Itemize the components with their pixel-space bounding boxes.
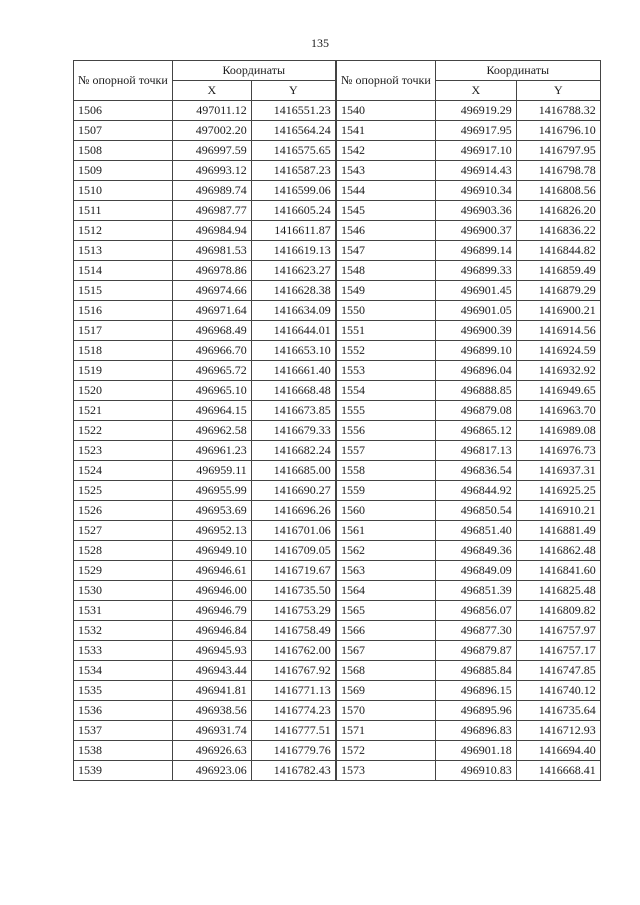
table-row	[337, 141, 601, 161]
y-coordinate-cell: 1416694.40	[516, 741, 600, 761]
table-row	[337, 121, 601, 141]
x-coordinate-cell: 496850.54	[435, 501, 516, 521]
point-number-cell: 1507	[74, 121, 173, 141]
x-coordinate-cell: 496989.74	[172, 181, 251, 201]
y-coordinate-cell: 1416976.73	[516, 441, 600, 461]
point-number-cell: 1546	[337, 221, 436, 241]
table-row	[74, 441, 336, 461]
table-row	[74, 301, 336, 321]
x-coordinate-cell: 496877.30	[435, 621, 516, 641]
point-number-cell: 1560	[337, 501, 436, 521]
table-row	[337, 401, 601, 421]
table-row	[337, 201, 601, 221]
y-coordinate-cell: 1416685.00	[251, 461, 335, 481]
y-coordinate-cell: 1416587.23	[251, 161, 335, 181]
point-number-cell: 1535	[74, 681, 173, 701]
x-coordinate-cell: 496917.95	[435, 121, 516, 141]
x-coordinate-cell: 496879.87	[435, 641, 516, 661]
table-row	[337, 561, 601, 581]
table-row	[74, 221, 336, 241]
table-row	[74, 541, 336, 561]
x-coordinate-cell: 496955.99	[172, 481, 251, 501]
table-row	[74, 581, 336, 601]
y-coordinate-cell: 1416668.48	[251, 381, 335, 401]
table-row	[337, 681, 601, 701]
y-coordinate-cell: 1416879.29	[516, 281, 600, 301]
x-coordinate-cell: 496919.29	[435, 101, 516, 121]
x-coordinate-cell: 496997.59	[172, 141, 251, 161]
x-coordinate-cell: 496849.36	[435, 541, 516, 561]
table-row	[74, 261, 336, 281]
table-row	[337, 621, 601, 641]
y-coordinate-cell: 1416623.27	[251, 261, 335, 281]
point-number-cell: 1531	[74, 601, 173, 621]
x-coordinate-cell: 496900.39	[435, 321, 516, 341]
table-row	[74, 281, 336, 301]
point-number-cell: 1570	[337, 701, 436, 721]
x-coordinate-cell: 496896.04	[435, 361, 516, 381]
point-number-cell: 1541	[337, 121, 436, 141]
point-number-cell: 1556	[337, 421, 436, 441]
point-number-cell: 1533	[74, 641, 173, 661]
point-number-cell: 1550	[337, 301, 436, 321]
table-row	[74, 621, 336, 641]
x-coordinate-cell: 496931.74	[172, 721, 251, 741]
table-row	[337, 661, 601, 681]
y-coordinate-cell: 1416932.92	[516, 361, 600, 381]
table-row	[74, 241, 336, 261]
y-coordinate-cell: 1416924.59	[516, 341, 600, 361]
x-coordinate-cell: 496849.09	[435, 561, 516, 581]
x-coordinate-cell: 496899.33	[435, 261, 516, 281]
y-coordinate-cell: 1416771.13	[251, 681, 335, 701]
y-coordinate-cell: 1416914.56	[516, 321, 600, 341]
table-row	[74, 681, 336, 701]
y-coordinate-cell: 1416757.97	[516, 621, 600, 641]
x-coordinate-cell: 496959.11	[172, 461, 251, 481]
y-coordinate-cell: 1416797.95	[516, 141, 600, 161]
point-number-cell: 1511	[74, 201, 173, 221]
point-number-cell: 1540	[337, 101, 436, 121]
y-coordinate-cell: 1416712.93	[516, 721, 600, 741]
table-row	[337, 361, 601, 381]
x-coordinate-cell: 496856.07	[435, 601, 516, 621]
table-row	[74, 121, 336, 141]
x-coordinate-cell: 496946.84	[172, 621, 251, 641]
point-number-cell: 1562	[337, 541, 436, 561]
table-row	[337, 161, 601, 181]
table-row	[74, 141, 336, 161]
x-coordinate-cell: 496851.40	[435, 521, 516, 541]
y-coordinate-cell: 1416809.82	[516, 601, 600, 621]
y-coordinate-cell: 1416696.26	[251, 501, 335, 521]
table-row	[74, 641, 336, 661]
x-coordinate-cell: 497002.20	[172, 121, 251, 141]
x-coordinate-cell: 496836.54	[435, 461, 516, 481]
point-number-cell: 1522	[74, 421, 173, 441]
point-number-cell: 1518	[74, 341, 173, 361]
point-number-cell: 1526	[74, 501, 173, 521]
point-number-cell: 1521	[74, 401, 173, 421]
x-coordinate-cell: 496952.13	[172, 521, 251, 541]
y-coordinate-cell: 1416735.64	[516, 701, 600, 721]
table-row	[74, 201, 336, 221]
table-row	[74, 361, 336, 381]
point-number-cell: 1528	[74, 541, 173, 561]
point-number-cell: 1547	[337, 241, 436, 261]
table-row	[74, 461, 336, 481]
y-coordinate-cell: 1416644.01	[251, 321, 335, 341]
point-number-cell: 1506	[74, 101, 173, 121]
point-number-cell: 1534	[74, 661, 173, 681]
point-number-cell: 1553	[337, 361, 436, 381]
x-coordinate-cell: 496903.36	[435, 201, 516, 221]
point-number-cell: 1523	[74, 441, 173, 461]
point-number-cell: 1513	[74, 241, 173, 261]
y-coordinate-cell: 1416690.27	[251, 481, 335, 501]
header-coordinates: Координаты	[172, 61, 335, 81]
x-coordinate-cell: 496917.10	[435, 141, 516, 161]
y-coordinate-cell: 1416679.33	[251, 421, 335, 441]
x-coordinate-cell: 496946.00	[172, 581, 251, 601]
point-number-cell: 1567	[337, 641, 436, 661]
x-coordinate-cell: 496900.37	[435, 221, 516, 241]
point-number-cell: 1572	[337, 741, 436, 761]
point-number-cell: 1508	[74, 141, 173, 161]
x-coordinate-cell: 496879.08	[435, 401, 516, 421]
x-coordinate-cell: 496910.34	[435, 181, 516, 201]
y-coordinate-cell: 1416774.23	[251, 701, 335, 721]
x-coordinate-cell: 496910.83	[435, 761, 516, 781]
point-number-cell: 1527	[74, 521, 173, 541]
table-row	[74, 421, 336, 441]
x-coordinate-cell: 496993.12	[172, 161, 251, 181]
y-coordinate-cell: 1416735.50	[251, 581, 335, 601]
table-row	[337, 101, 601, 121]
y-coordinate-cell: 1416611.87	[251, 221, 335, 241]
point-number-cell: 1525	[74, 481, 173, 501]
y-coordinate-cell: 1416937.31	[516, 461, 600, 481]
point-number-cell: 1561	[337, 521, 436, 541]
y-coordinate-cell: 1416859.49	[516, 261, 600, 281]
table-row	[74, 721, 336, 741]
y-coordinate-cell: 1416798.78	[516, 161, 600, 181]
table-row	[337, 461, 601, 481]
table-row	[337, 421, 601, 441]
x-coordinate-cell: 496984.94	[172, 221, 251, 241]
x-coordinate-cell: 496961.23	[172, 441, 251, 461]
x-coordinate-cell: 496926.63	[172, 741, 251, 761]
x-coordinate-cell: 496901.45	[435, 281, 516, 301]
y-coordinate-cell: 1416719.67	[251, 561, 335, 581]
x-coordinate-cell: 496895.96	[435, 701, 516, 721]
table-row	[337, 541, 601, 561]
x-coordinate-cell: 496943.44	[172, 661, 251, 681]
y-coordinate-cell: 1416862.48	[516, 541, 600, 561]
table-row	[337, 501, 601, 521]
table-row	[337, 281, 601, 301]
y-coordinate-cell: 1416605.24	[251, 201, 335, 221]
y-coordinate-cell: 1416673.85	[251, 401, 335, 421]
y-coordinate-cell: 1416782.43	[251, 761, 335, 781]
y-coordinate-cell: 1416564.24	[251, 121, 335, 141]
point-number-cell: 1548	[337, 261, 436, 281]
point-number-cell: 1549	[337, 281, 436, 301]
x-coordinate-cell: 496968.49	[172, 321, 251, 341]
point-number-cell: 1509	[74, 161, 173, 181]
point-number-cell: 1571	[337, 721, 436, 741]
table-row	[74, 741, 336, 761]
table-row	[74, 701, 336, 721]
y-coordinate-cell: 1416949.65	[516, 381, 600, 401]
point-number-cell: 1557	[337, 441, 436, 461]
x-coordinate-cell: 496964.15	[172, 401, 251, 421]
table-row	[337, 741, 601, 761]
x-coordinate-cell: 496974.66	[172, 281, 251, 301]
table-row	[337, 441, 601, 461]
point-number-cell: 1514	[74, 261, 173, 281]
table-row	[337, 301, 601, 321]
y-coordinate-cell: 1416599.06	[251, 181, 335, 201]
x-coordinate-cell: 496896.15	[435, 681, 516, 701]
table-row	[337, 601, 601, 621]
y-coordinate-cell: 1416709.05	[251, 541, 335, 561]
y-coordinate-cell: 1416900.21	[516, 301, 600, 321]
x-coordinate-cell: 496946.79	[172, 601, 251, 621]
table-row	[74, 321, 336, 341]
table-row	[74, 481, 336, 501]
point-number-cell: 1515	[74, 281, 173, 301]
x-coordinate-cell: 496896.83	[435, 721, 516, 741]
x-coordinate-cell: 496945.93	[172, 641, 251, 661]
table-body-left	[74, 101, 336, 781]
y-coordinate-cell: 1416653.10	[251, 341, 335, 361]
x-coordinate-cell: 496851.39	[435, 581, 516, 601]
x-coordinate-cell: 496962.58	[172, 421, 251, 441]
table-row	[337, 721, 601, 741]
y-coordinate-cell: 1416767.92	[251, 661, 335, 681]
point-number-cell: 1524	[74, 461, 173, 481]
table-row	[337, 341, 601, 361]
point-number-cell: 1536	[74, 701, 173, 721]
point-number-cell: 1555	[337, 401, 436, 421]
y-coordinate-cell: 1416796.10	[516, 121, 600, 141]
table-row	[337, 761, 601, 781]
x-coordinate-cell: 496966.70	[172, 341, 251, 361]
y-coordinate-cell: 1416740.12	[516, 681, 600, 701]
table-row	[337, 641, 601, 661]
x-coordinate-cell: 497011.12	[172, 101, 251, 121]
header-x: X	[435, 81, 516, 101]
point-number-cell: 1542	[337, 141, 436, 161]
x-coordinate-cell: 496987.77	[172, 201, 251, 221]
y-coordinate-cell: 1416661.40	[251, 361, 335, 381]
point-number-cell: 1564	[337, 581, 436, 601]
x-coordinate-cell: 496965.72	[172, 361, 251, 381]
x-coordinate-cell: 496965.10	[172, 381, 251, 401]
x-coordinate-cell: 496901.05	[435, 301, 516, 321]
y-coordinate-cell: 1416925.25	[516, 481, 600, 501]
x-coordinate-cell: 496978.86	[172, 261, 251, 281]
x-coordinate-cell: 496899.10	[435, 341, 516, 361]
x-coordinate-cell: 496899.14	[435, 241, 516, 261]
y-coordinate-cell: 1416682.24	[251, 441, 335, 461]
table-row	[74, 161, 336, 181]
point-number-cell: 1552	[337, 341, 436, 361]
table-row	[74, 341, 336, 361]
point-number-cell: 1565	[337, 601, 436, 621]
y-coordinate-cell: 1416757.17	[516, 641, 600, 661]
header-x: X	[172, 81, 251, 101]
header-point-number: № опорной точки	[337, 61, 436, 101]
table-row	[337, 701, 601, 721]
table-row	[337, 581, 601, 601]
y-coordinate-cell: 1416619.13	[251, 241, 335, 261]
point-number-cell: 1537	[74, 721, 173, 741]
y-coordinate-cell: 1416963.70	[516, 401, 600, 421]
y-coordinate-cell: 1416836.22	[516, 221, 600, 241]
point-number-cell: 1569	[337, 681, 436, 701]
point-number-cell: 1516	[74, 301, 173, 321]
point-number-cell: 1558	[337, 461, 436, 481]
y-coordinate-cell: 1416844.82	[516, 241, 600, 261]
header-y: Y	[251, 81, 335, 101]
x-coordinate-cell: 496865.12	[435, 421, 516, 441]
x-coordinate-cell: 496844.92	[435, 481, 516, 501]
point-number-cell: 1545	[337, 201, 436, 221]
x-coordinate-cell: 496971.64	[172, 301, 251, 321]
x-coordinate-cell: 496938.56	[172, 701, 251, 721]
x-coordinate-cell: 496941.81	[172, 681, 251, 701]
point-number-cell: 1520	[74, 381, 173, 401]
x-coordinate-cell: 496914.43	[435, 161, 516, 181]
x-coordinate-cell: 496981.53	[172, 241, 251, 261]
table-body-right	[337, 101, 601, 781]
table-row	[74, 381, 336, 401]
y-coordinate-cell: 1416753.29	[251, 601, 335, 621]
y-coordinate-cell: 1416668.41	[516, 761, 600, 781]
header-point-number: № опорной точки	[74, 61, 173, 101]
table-row	[74, 521, 336, 541]
table-row	[337, 221, 601, 241]
table-row	[74, 561, 336, 581]
table-row	[337, 181, 601, 201]
header-y: Y	[516, 81, 600, 101]
page-number: 135	[311, 36, 329, 50]
point-number-cell: 1529	[74, 561, 173, 581]
x-coordinate-cell: 496946.61	[172, 561, 251, 581]
point-number-cell: 1544	[337, 181, 436, 201]
point-number-cell: 1543	[337, 161, 436, 181]
point-number-cell: 1568	[337, 661, 436, 681]
y-coordinate-cell: 1416634.09	[251, 301, 335, 321]
table-row	[74, 181, 336, 201]
y-coordinate-cell: 1416808.56	[516, 181, 600, 201]
point-number-cell: 1519	[74, 361, 173, 381]
y-coordinate-cell: 1416777.51	[251, 721, 335, 741]
y-coordinate-cell: 1416910.21	[516, 501, 600, 521]
coordinates-table-right	[336, 60, 601, 781]
point-number-cell: 1551	[337, 321, 436, 341]
point-number-cell: 1532	[74, 621, 173, 641]
x-coordinate-cell: 496953.69	[172, 501, 251, 521]
x-coordinate-cell: 496949.10	[172, 541, 251, 561]
point-number-cell: 1538	[74, 741, 173, 761]
table-row	[74, 401, 336, 421]
table-row	[337, 481, 601, 501]
point-number-cell: 1510	[74, 181, 173, 201]
y-coordinate-cell: 1416758.49	[251, 621, 335, 641]
point-number-cell: 1517	[74, 321, 173, 341]
x-coordinate-cell: 496888.85	[435, 381, 516, 401]
table-row	[74, 601, 336, 621]
table-row	[337, 321, 601, 341]
y-coordinate-cell: 1416747.85	[516, 661, 600, 681]
table-row	[337, 241, 601, 261]
x-coordinate-cell: 496817.13	[435, 441, 516, 461]
table-row	[74, 101, 336, 121]
y-coordinate-cell: 1416701.06	[251, 521, 335, 541]
header-coordinates: Координаты	[435, 61, 600, 81]
y-coordinate-cell: 1416825.48	[516, 581, 600, 601]
table-row	[74, 501, 336, 521]
y-coordinate-cell: 1416989.08	[516, 421, 600, 441]
point-number-cell: 1566	[337, 621, 436, 641]
y-coordinate-cell: 1416779.76	[251, 741, 335, 761]
table-row	[337, 381, 601, 401]
y-coordinate-cell: 1416881.49	[516, 521, 600, 541]
point-number-cell: 1539	[74, 761, 173, 781]
table-row	[337, 521, 601, 541]
point-number-cell: 1573	[337, 761, 436, 781]
point-number-cell: 1559	[337, 481, 436, 501]
point-number-cell: 1530	[74, 581, 173, 601]
y-coordinate-cell: 1416551.23	[251, 101, 335, 121]
point-number-cell: 1512	[74, 221, 173, 241]
y-coordinate-cell: 1416788.32	[516, 101, 600, 121]
y-coordinate-cell: 1416628.38	[251, 281, 335, 301]
y-coordinate-cell: 1416841.60	[516, 561, 600, 581]
y-coordinate-cell: 1416575.65	[251, 141, 335, 161]
point-number-cell: 1554	[337, 381, 436, 401]
point-number-cell: 1563	[337, 561, 436, 581]
table-row	[337, 261, 601, 281]
x-coordinate-cell: 496885.84	[435, 661, 516, 681]
table-row	[74, 761, 336, 781]
x-coordinate-cell: 496901.18	[435, 741, 516, 761]
y-coordinate-cell: 1416762.00	[251, 641, 335, 661]
y-coordinate-cell: 1416826.20	[516, 201, 600, 221]
x-coordinate-cell: 496923.06	[172, 761, 251, 781]
table-row	[74, 661, 336, 681]
coordinates-table-left	[73, 60, 336, 781]
